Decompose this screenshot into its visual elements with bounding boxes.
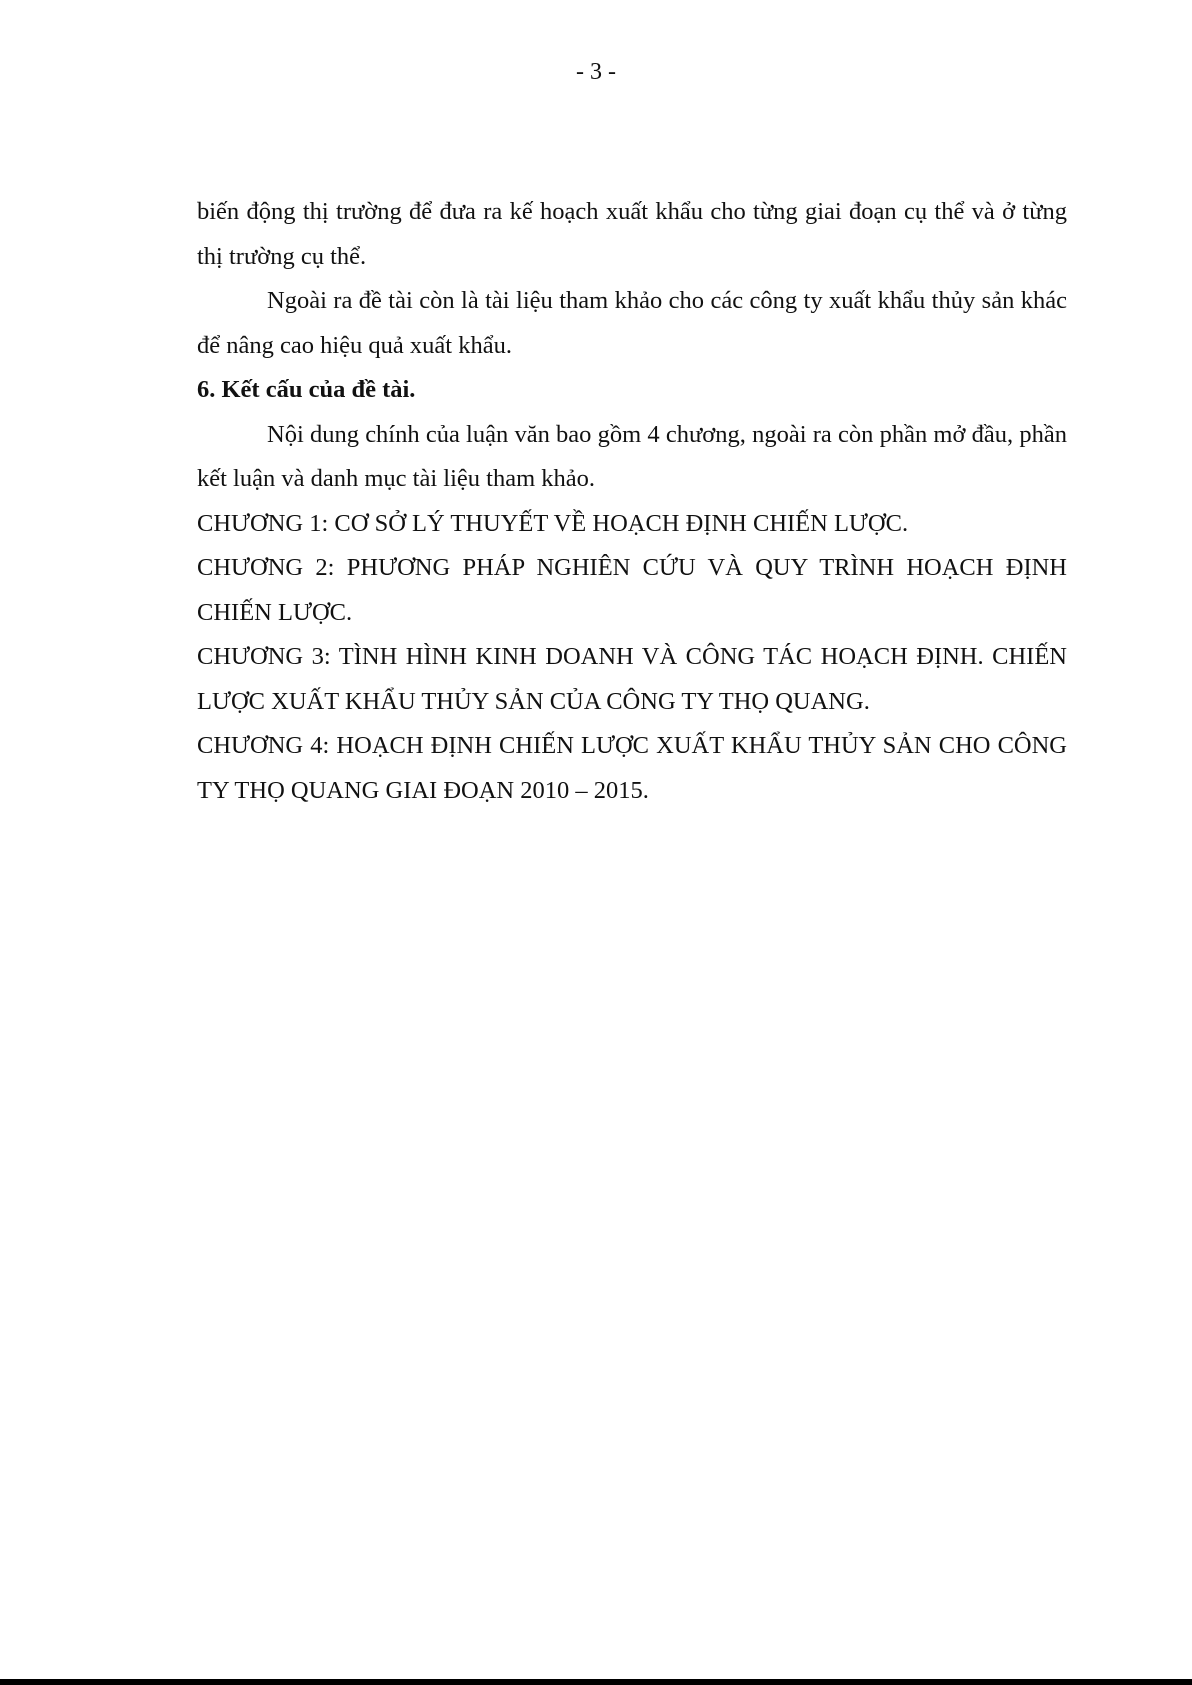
paragraph-market-plan: biến động thị trường để đưa ra kế hoạch xuất khẩu cho từng giai đoạn cụ thể và ở từng thị trường cụ thể. bbox=[197, 198, 1067, 270]
page-number: - 3 - bbox=[576, 59, 616, 85]
page-bottom-border bbox=[0, 1679, 1192, 1685]
chapter-2-line: CHƯƠNG 2: PHƯƠNG PHÁP NGHIÊN CỨU VÀ QUY TRÌNH HOẠCH ĐỊNH CHIẾN LƯỢC. bbox=[197, 554, 1067, 626]
page-body bbox=[197, 190, 1067, 813]
chapter-1-line: CHƯƠNG 1: CƠ SỞ LÝ THUYẾT VỀ HOẠCH ĐỊNH CHIẾN LƯỢC. bbox=[197, 509, 909, 537]
paragraph-thesis-content: Nội dung chính của luận văn bao gồm 4 chương, ngoài ra còn phần mở đầu, phần kết luận và danh mục tài liệu tham khảo. bbox=[197, 420, 1067, 492]
chapter-4-line: CHƯƠNG 4: HOẠCH ĐỊNH CHIẾN LƯỢC XUẤT KHẨU THỦY SẢN CHO CÔNG TY THỌ QUANG GIAI ĐOẠN 2010 – 2015. bbox=[197, 732, 1067, 804]
section-heading-structure: 6. Kết cấu của đề tài. bbox=[197, 376, 416, 403]
chapter-3-line: CHƯƠNG 3: TÌNH HÌNH KINH DOANH VÀ CÔNG TÁC HOẠCH ĐỊNH. CHIẾN LƯỢC XUẤT KHẨU THỦY SẢN CỦA CÔNG TY THỌ QUANG. bbox=[197, 643, 1067, 715]
paragraph-reference-use: Ngoài ra đề tài còn là tài liệu tham khảo cho các công ty xuất khẩu thủy sản khác để nâng cao hiệu quả xuất khẩu. bbox=[197, 287, 1067, 359]
